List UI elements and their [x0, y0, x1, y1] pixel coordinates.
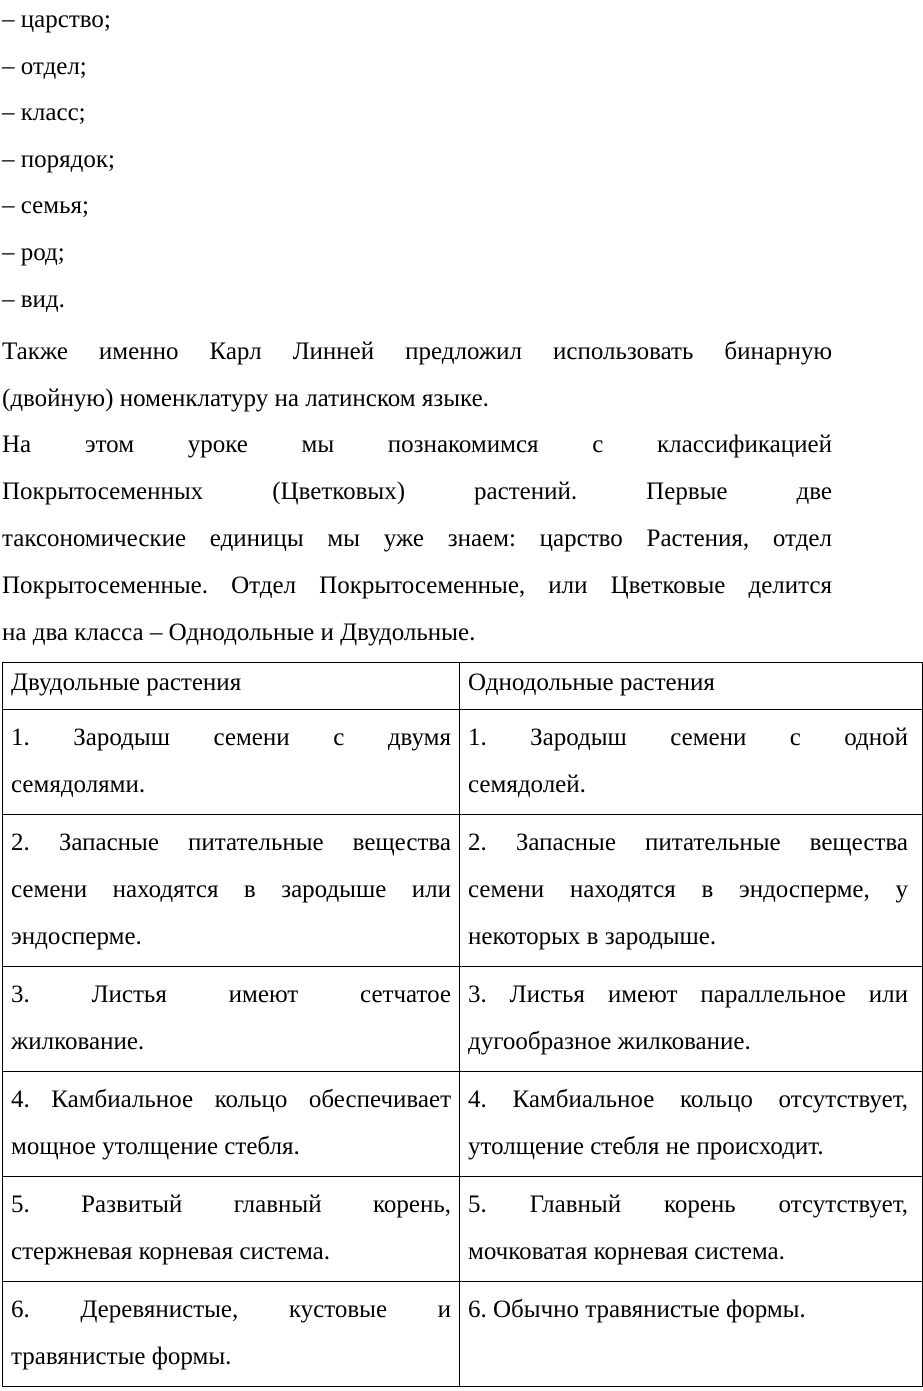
table-cell-monocot — [460, 1282, 923, 1387]
header-dicots: Двудольные растения — [3, 663, 460, 710]
table-cell-dicot — [3, 967, 460, 1072]
paragraph-line: (двойную) номенклатуру на латинском языке. — [2, 385, 489, 412]
table-row — [3, 1072, 923, 1177]
paragraph-line: таксономические единицы мы уже знаем: царство Растения, отдел — [2, 525, 832, 552]
table-row — [3, 815, 923, 967]
paragraph-line: Также именно Карл Линней предложил использовать бинарную — [2, 338, 832, 365]
cell-line: 1. Зародыш семени с двумя — [11, 724, 451, 751]
cell-line: 6. Деревянистые, кустовые и — [11, 1296, 451, 1323]
cell-line: 4. Камбиальное кольцо отсутствует, — [468, 1086, 908, 1113]
table-cell-dicot — [3, 815, 460, 967]
cell-line: мощное утолщение стебля. — [11, 1133, 300, 1160]
table-cell-monocot — [460, 1072, 923, 1177]
table-cell-dicot — [3, 1282, 460, 1387]
table-cell-dicot — [3, 1177, 460, 1282]
table-cell-dicot — [3, 1072, 460, 1177]
paragraph-classification — [2, 421, 832, 656]
comparison-table — [2, 662, 923, 1387]
paragraph-line: Покрытосеменных (Цветковых) растений. Первые две — [2, 478, 832, 505]
cell-line: жилкование. — [11, 1028, 145, 1055]
cell-line: эндосперме. — [11, 923, 142, 950]
cell-line: мочковатая корневая система. — [468, 1238, 785, 1265]
cell-line: 5. Главный корень отсутствует, — [468, 1191, 908, 1218]
table-cell-monocot — [460, 1177, 923, 1282]
cell-line: 5. Развитый главный корень, — [11, 1191, 451, 1218]
table-row — [3, 710, 923, 815]
list-item: – царство; — [2, 6, 111, 33]
cell-line: семядолями. — [11, 771, 146, 798]
cell-line: дугообразное жилкование. — [468, 1028, 751, 1055]
cell-line: семядолей. — [468, 771, 586, 798]
cell-line: 2. Запасные питательные вещества — [11, 829, 451, 856]
header-monocots: Однодольные растения — [460, 663, 923, 710]
cell-line: 4. Камбиальное кольцо обеспечивает — [11, 1086, 451, 1113]
cell-line: 1. Зародыш семени с одной — [468, 724, 908, 751]
cell-line: 3. Листья имеют сетчатое — [11, 981, 451, 1008]
cell-line: 2. Запасные питательные вещества — [468, 829, 908, 856]
table-row — [3, 1282, 923, 1387]
cell-line: некоторых в зародыше. — [468, 923, 717, 950]
table-header-row — [3, 663, 923, 710]
list-item: – семья; — [2, 192, 89, 220]
cell-line: стержневая корневая система. — [11, 1238, 330, 1265]
cell-line: травянистые формы. — [11, 1343, 232, 1370]
cell-line: семени находятся в зародыше или — [11, 876, 451, 903]
paragraph-line: На этом уроке мы познакомимся с классификацией — [2, 431, 832, 458]
taxonomy-rank-list — [2, 0, 115, 326]
table-row — [3, 967, 923, 1072]
cell-line: 3. Листья имеют параллельное или — [468, 981, 908, 1008]
cell-line: семени находятся в эндосперме, у — [468, 876, 908, 903]
cell-line: утолщение стебля не происходит. — [468, 1133, 824, 1160]
list-item: – вид. — [2, 285, 65, 313]
table-row — [3, 1177, 923, 1282]
list-item: – порядок; — [2, 145, 115, 173]
paragraph-linnaeus — [2, 328, 832, 422]
list-item: – род; — [2, 238, 65, 266]
list-item: – класс; — [2, 99, 86, 127]
table-cell-monocot — [460, 967, 923, 1072]
paragraph-line: Покрытосеменные. Отдел Покрытосеменные, или Цветковые делится — [2, 572, 832, 599]
table-cell-monocot — [460, 815, 923, 967]
table-cell-monocot — [460, 710, 923, 815]
table-cell-dicot — [3, 710, 460, 815]
paragraph-line: на два класса – Однодольные и Двудольные. — [2, 619, 476, 646]
cell-line: 6. Обычно травянистые формы. — [468, 1296, 806, 1323]
list-item: – отдел; — [2, 52, 87, 80]
